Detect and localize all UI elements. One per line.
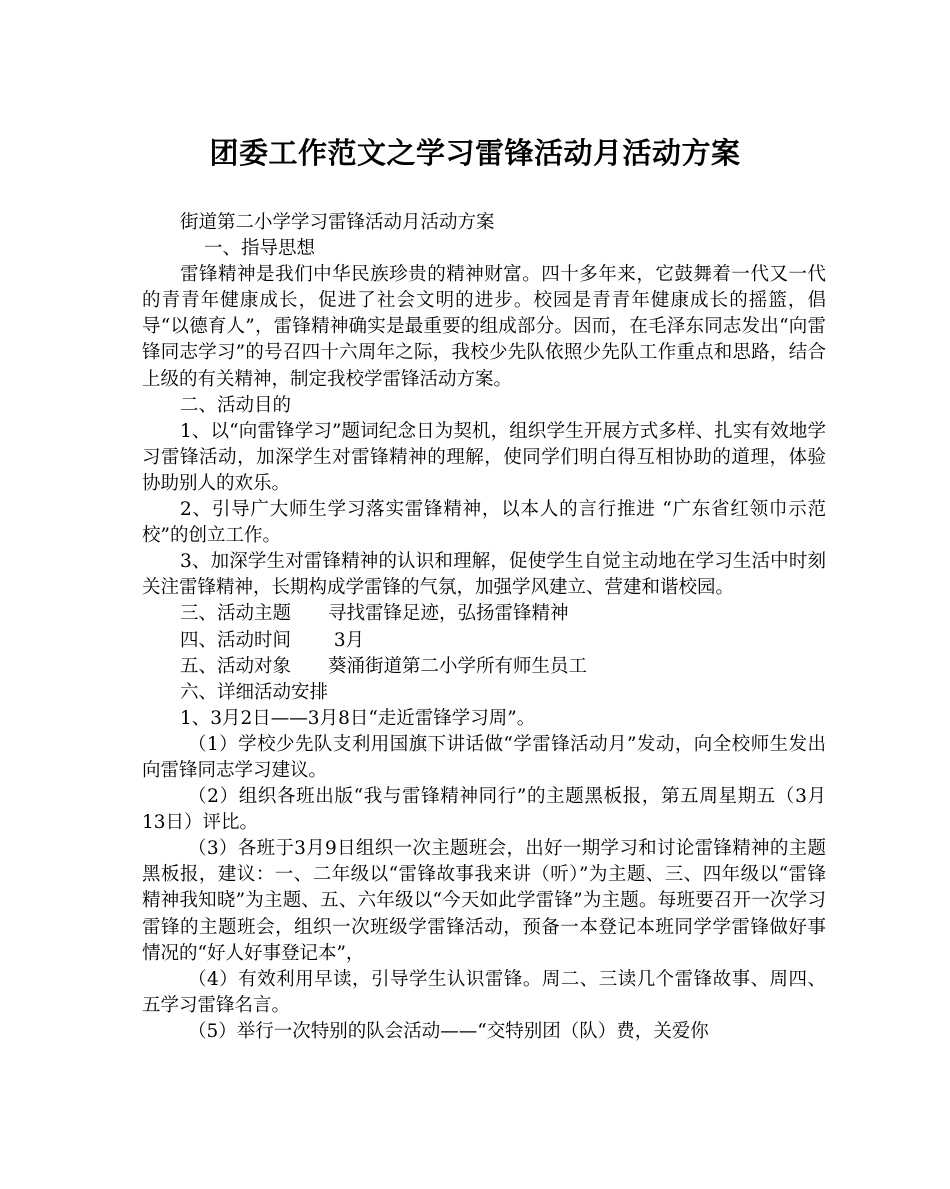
subtitle-line: 街道第二小学学习雷锋活动月活动方案 <box>180 212 495 233</box>
section-heading: 五、活动对象 葵涌街道第二小学所有师生员工 <box>180 655 588 677</box>
body-paragraph: 3、加深学生对雷锋精神的认识和理解，促使学生自觉主动地在学习生活中时刻关注雷锋精神，长期构成学雷锋的气氛，加强学风建立、营建和谐校园。 <box>142 551 826 599</box>
document-body <box>142 210 826 1045</box>
section-heading: 四、活动时间 3月 <box>180 629 365 651</box>
body-paragraph: 雷锋精神是我们中华民族珍贵的精神财富。四十多年来，它鼓舞着一代又一代的青青年健康成长，促进了社会文明的进步。校园是青青年健康成长的摇篮，倡导“以德育人”，雷锋精神确实是最重要的组成部分。因而，在毛泽东同志发出“向雷锋同志学习”的号召四十六周年之际，我校少先队依照少先队工作重点和思路，结合上级的有关精神，制定我校学雷锋活动方案。 <box>142 264 826 390</box>
body-paragraph: （3）各班于3月9日组织一次主题班会，出好一期学习和讨论雷锋精神的主题黑板报，建议：一、二年级以“雷锋故事我来讲（听）”为主题、三、四年级以“雷锋精神我知晓”为主题、五、六年级以“今天如此学雷锋”为主题。每班要召开一次学习雷锋的主题班会，组织一次班级学雷锋活动，预备一本登记本班同学学雷锋做好事情况的“好人好事登记本”， <box>142 838 826 964</box>
body-paragraph: （2）组织各班出版“我与雷锋精神同行”的主题黑板报，第五周星期五（3月13日）评比。 <box>142 786 826 834</box>
body-paragraph: （5）举行一次特别的队会活动——“交特别团（队）费，关爱你 <box>188 1020 709 1042</box>
section-heading: 六、详细活动安排 <box>180 681 329 703</box>
body-paragraph: （4）有效利用早读，引导学生认识雷锋。周二、三读几个雷锋故事、周四、五学习雷锋名言。 <box>142 968 826 1016</box>
body-paragraph: （1）学校少先队支利用国旗下讲话做“学雷锋活动月”发动，向全校师生发出向雷锋同志学习建议。 <box>142 733 826 781</box>
section-heading: 二、活动目的 <box>180 394 292 416</box>
body-paragraph: 1、以“向雷锋学习”题词纪念日为契机，组织学生开展方式多样、扎实有效地学习雷锋活动，加深学生对雷锋精神的理解，使同学们明白得互相协助的道理，体验协助别人的欢乐。 <box>142 420 826 494</box>
document-title: 团委工作范文之学习雷锋活动月活动方案 <box>209 136 741 170</box>
section-heading: 三、活动主题 寻找雷锋足迹，弘扬雷锋精神 <box>180 603 569 625</box>
body-paragraph: 1、3月2日——3月8日“走近雷锋学习周”。 <box>180 707 536 729</box>
section-heading: 一、指导思想 <box>204 238 316 260</box>
body-paragraph: 2、引导广大师生学习落实雷锋精神，以本人的言行推进 “广东省红领巾示范校”的创立工作。 <box>142 499 826 547</box>
